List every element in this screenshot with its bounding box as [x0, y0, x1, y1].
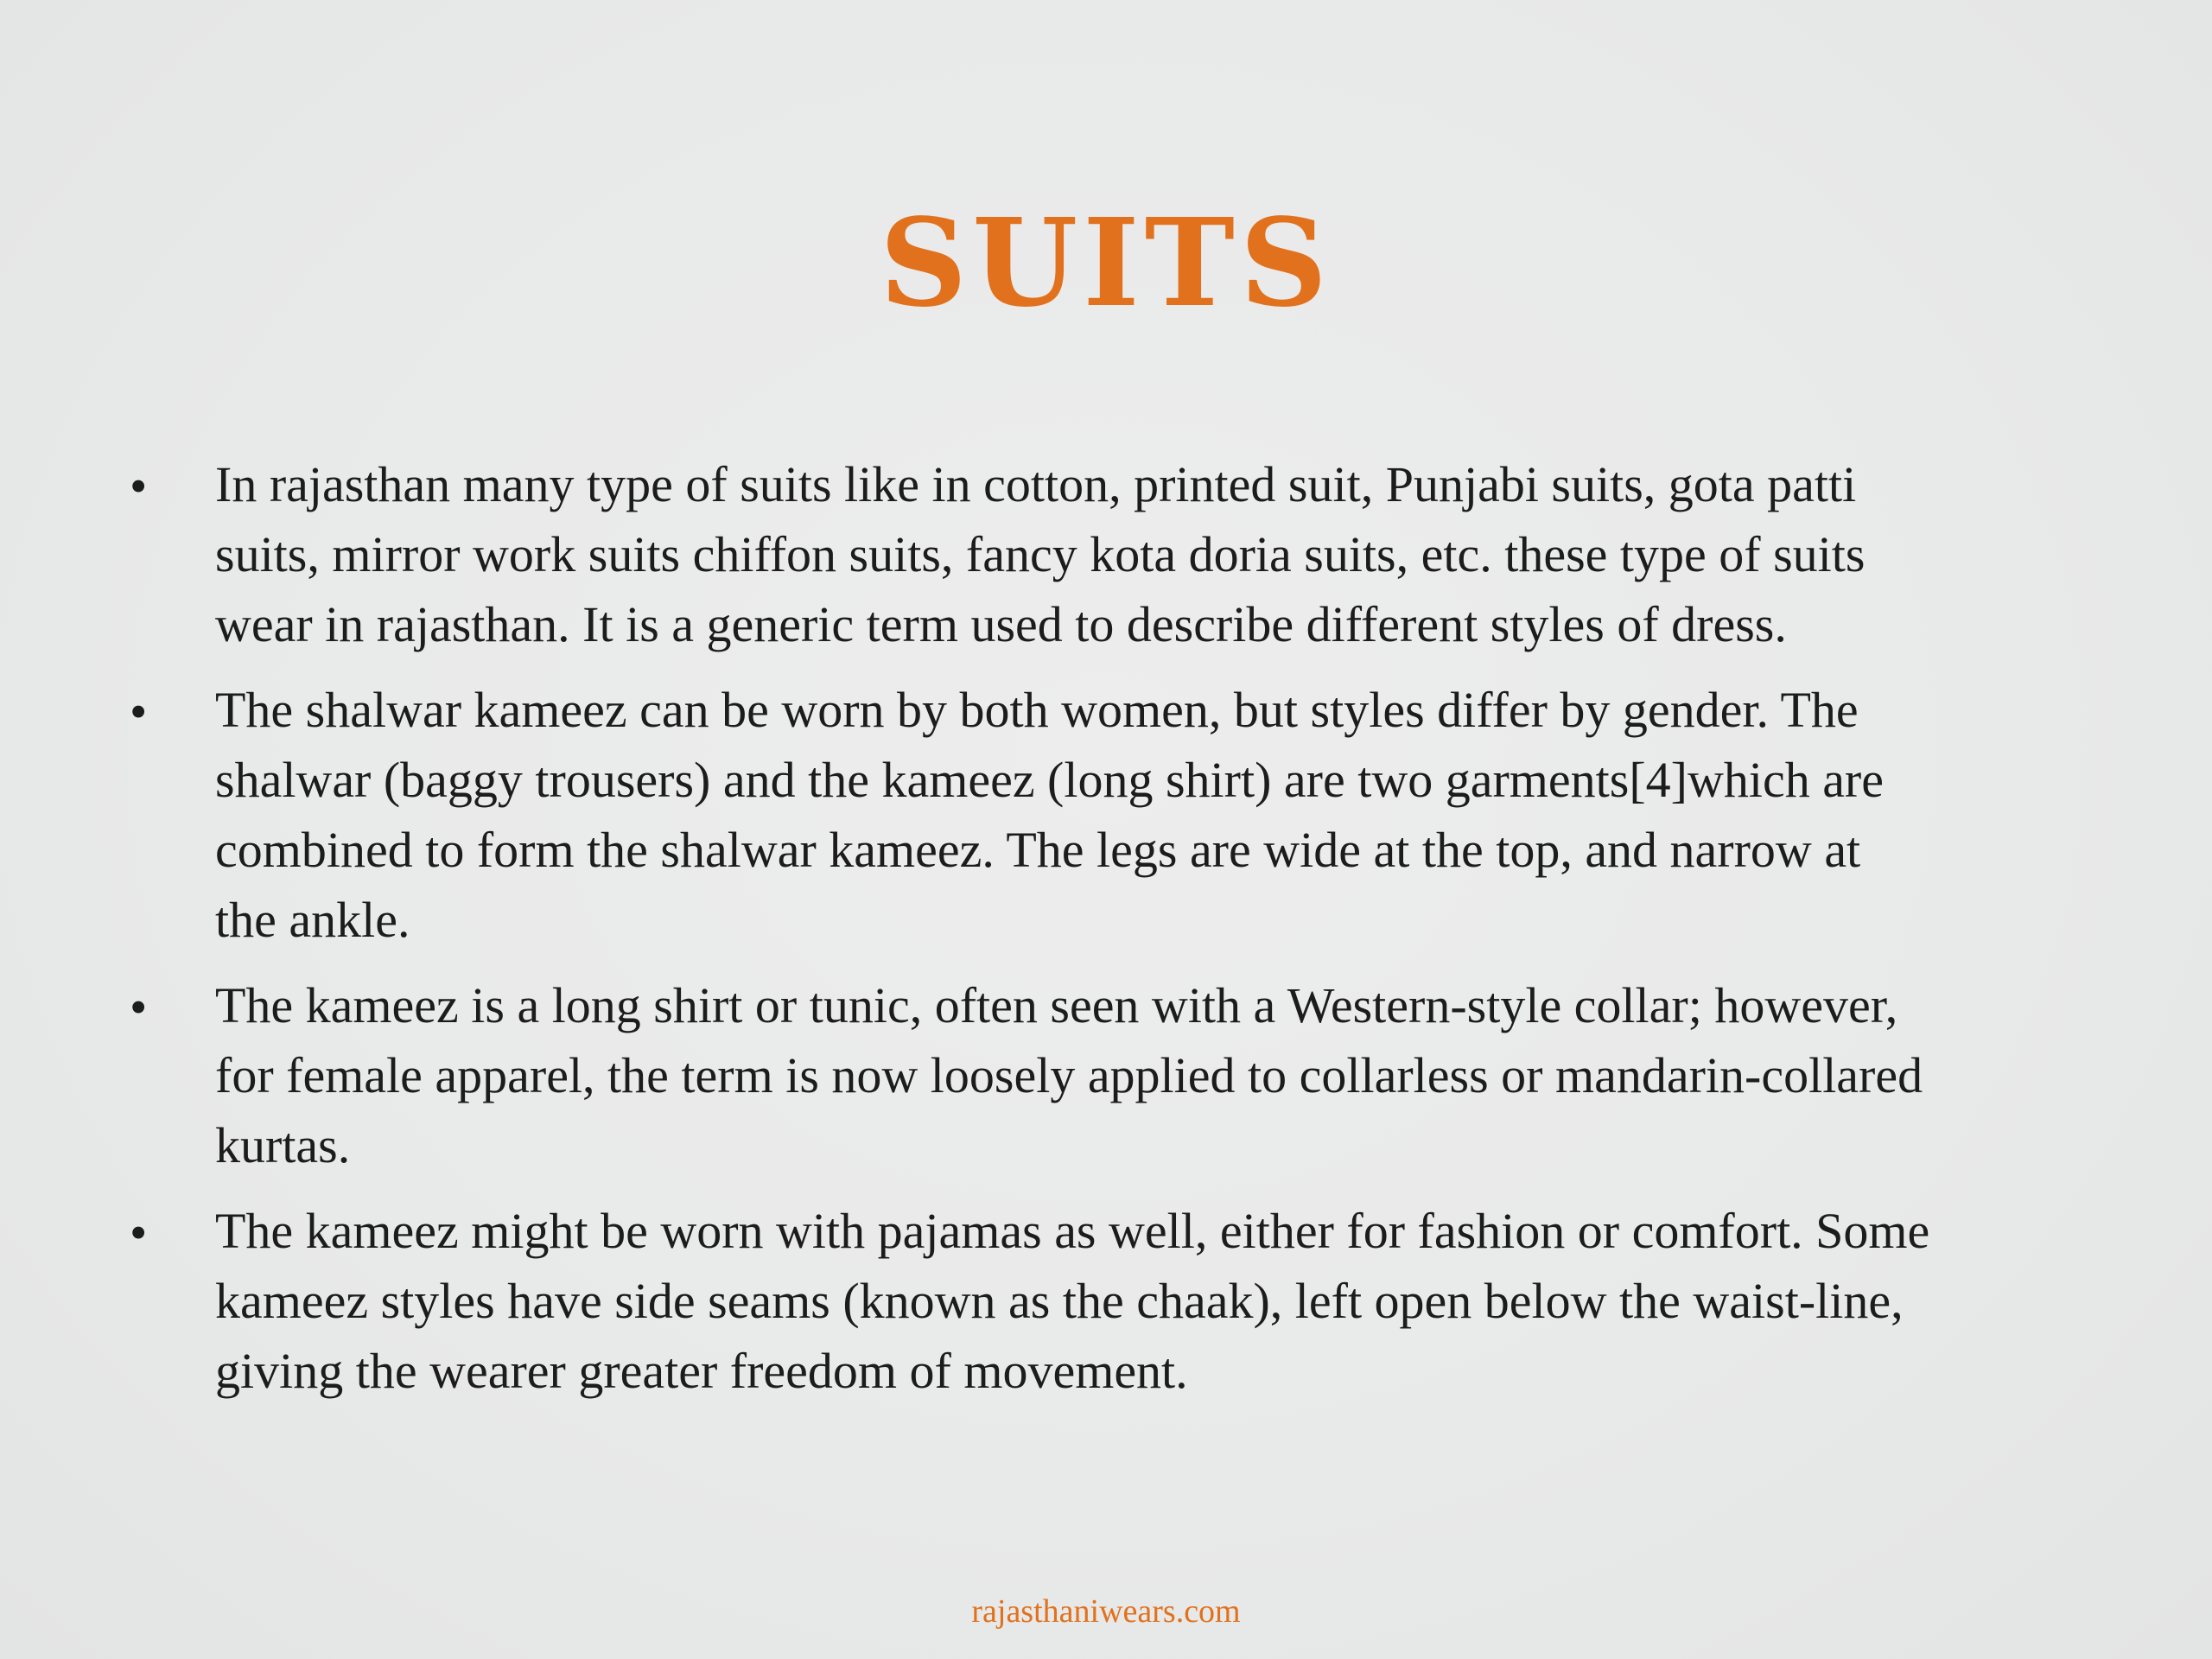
bullet-item — [0, 970, 2212, 1180]
bullet-text: The kameez might be worn with pajamas as well, either for fashion or comfort. Some kameez styles have side seams (known as the chaak), left open below the waist-line, giving the wearer greater freedom of movement. — [215, 1203, 1930, 1399]
footer-website: rajasthaniwears.com — [971, 1593, 1241, 1630]
bullet-item — [0, 675, 2212, 955]
bullet-text: The kameez is a long shirt or tunic, often seen with a Western-style collar; however, for female apparel, the term is now loosely applied to collarless or mandarin-collared kurtas. — [215, 977, 1923, 1173]
bullet-list — [0, 449, 2212, 1406]
bullet-text: The shalwar kameez can be worn by both women, but styles differ by gender. The shalwar (baggy trousers) and the kameez (long shirt) are two garments[4]which are combined to form the shalwar kameez. The legs are wide at the top, and narrow at the ankle. — [215, 682, 1884, 948]
bullet-item — [0, 1196, 2212, 1406]
bullet-icon: • — [130, 458, 148, 514]
bullet-icon: • — [130, 979, 148, 1035]
slide-title: SUITS — [880, 193, 1332, 334]
bullet-item — [0, 449, 2212, 659]
bullet-text: In rajasthan many type of suits like in cotton, printed suit, Punjabi suits, gota patti suits, mirror work suits chiffon suits, fancy kota doria suits, etc. these type of suits wear in rajasthan. It is a generic term used to describe different styles of dress. — [215, 456, 1866, 652]
slide-body — [0, 449, 2212, 1421]
bullet-icon: • — [130, 683, 148, 740]
bullet-icon: • — [130, 1205, 148, 1261]
